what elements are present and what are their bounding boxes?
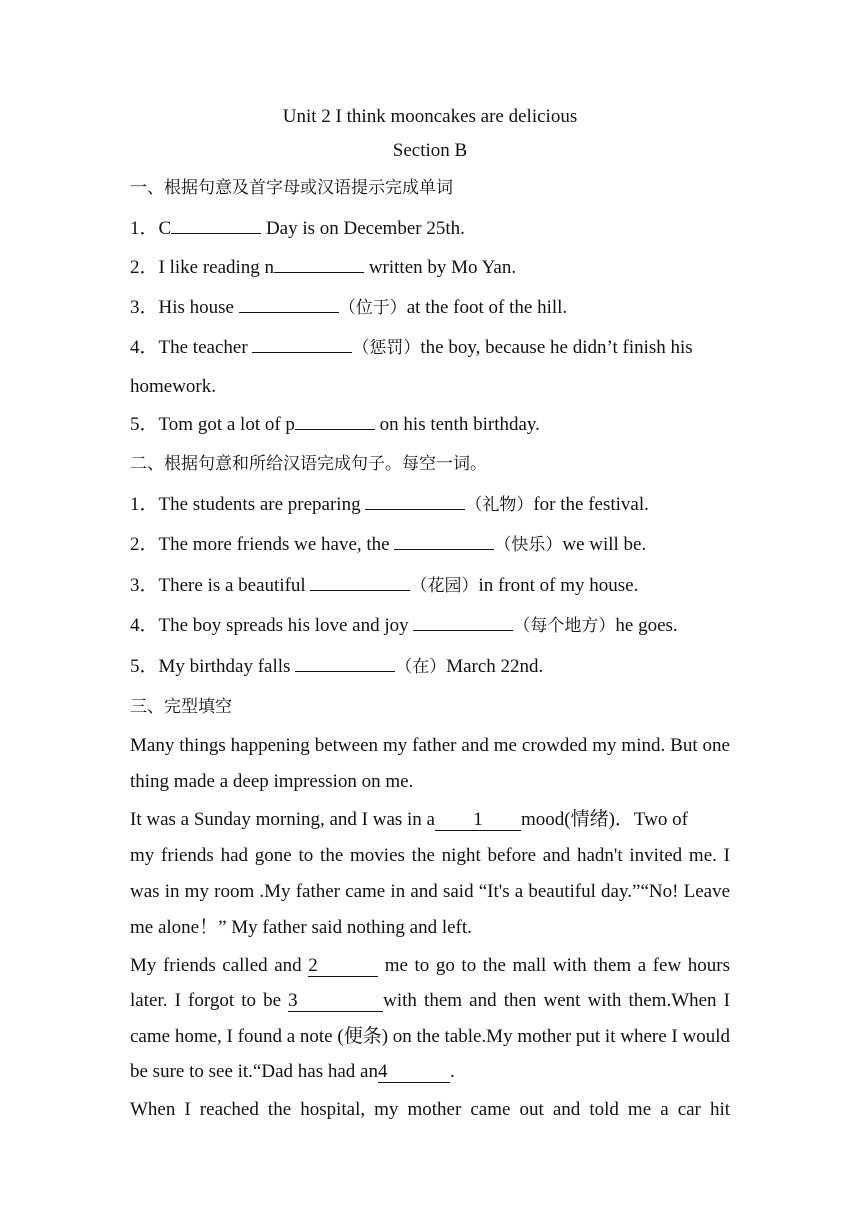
part3-heading-text: 三、完型填空 xyxy=(130,697,232,717)
answer-blank[interactable] xyxy=(239,296,339,313)
item-number: 5． xyxy=(130,655,159,677)
item-suffix: on his tenth birthday. xyxy=(374,413,540,435)
item-prefix: The teacher xyxy=(158,337,253,358)
chinese-hint: （在） xyxy=(395,656,447,677)
item-suffix: written by Mo Yan. xyxy=(364,257,517,278)
answer-blank[interactable] xyxy=(295,413,375,430)
item-prefix: I like reading n xyxy=(158,257,275,278)
chinese-hint: （惩罚） xyxy=(352,338,421,358)
chinese-hint: （礼物） xyxy=(465,494,534,515)
part1-item-1 xyxy=(130,209,730,249)
part2-heading-text: 二、根据句意和所给汉语完成句子。每空一词。 xyxy=(130,454,487,474)
part2-item-4 xyxy=(130,606,730,647)
item-number: 5． xyxy=(130,413,159,435)
chinese-hint: （位于） xyxy=(338,297,407,318)
chinese-hint: （快乐） xyxy=(494,535,563,555)
part2-item-5 xyxy=(130,647,730,688)
item-prefix: The more friends we have, the xyxy=(158,534,395,555)
answer-blank[interactable] xyxy=(310,574,410,591)
item-suffix: we will be. xyxy=(562,534,647,555)
item-number: 4． xyxy=(130,615,159,636)
chinese-hint: （每个地方） xyxy=(513,616,616,636)
item-prefix: His house xyxy=(158,296,239,318)
answer-blank[interactable] xyxy=(413,614,513,631)
item-prefix: Tom got a lot of p xyxy=(158,413,295,435)
answer-blank[interactable] xyxy=(171,217,261,234)
worksheet-subtitle: Section B xyxy=(392,140,468,161)
item-suffix: he goes. xyxy=(615,615,678,636)
answer-blank[interactable] xyxy=(252,336,352,353)
answer-blank[interactable] xyxy=(365,493,465,510)
part2-heading xyxy=(130,444,730,485)
paragraph-text: with them and then went with them.When I came home, I found a note (便条) on the table.My mother put it where I would be sure to see it.“Dad has had an xyxy=(130,990,731,1082)
worksheet-title: Unit 2 I think mooncakes are delicious xyxy=(282,106,578,127)
part1-heading-text: 一、根据句意及首字母或汉语提示完成单词 xyxy=(130,178,453,198)
paragraph-text: me to go to the mall with them a few hours later. I forgot to be xyxy=(130,954,730,1011)
item-prefix: The boy spreads his love and joy xyxy=(158,615,414,636)
paragraph-text: . xyxy=(449,1061,455,1082)
item-number: 1． xyxy=(130,493,159,515)
cloze-blank-4[interactable]: 4 xyxy=(378,1062,450,1083)
chinese-hint: （花园） xyxy=(410,575,479,596)
part1-item-4 xyxy=(130,328,730,369)
item-suffix: Day is on December 25th. xyxy=(261,217,465,239)
item-number: 3． xyxy=(130,574,159,596)
answer-blank[interactable] xyxy=(394,533,494,550)
item-prefix: The students are preparing xyxy=(158,493,366,515)
part3-heading xyxy=(130,687,730,728)
item-number: 1． xyxy=(130,217,159,239)
paragraph-text: It was a Sunday morning, and I was in a xyxy=(130,808,435,830)
answer-blank[interactable] xyxy=(295,655,395,672)
paragraph-text: mood(情绪)．Two of xyxy=(521,808,689,830)
part2-item-1 xyxy=(130,485,730,526)
part1-item-5 xyxy=(130,405,730,445)
worksheet-page xyxy=(130,100,730,1128)
part1-item-4-continued: homework. xyxy=(130,375,217,397)
part1-item-3 xyxy=(130,288,730,329)
cloze-blank-2[interactable]: 2 xyxy=(308,956,378,977)
cloze-blank-3[interactable]: 3 xyxy=(288,991,383,1012)
item-number: 4． xyxy=(130,337,159,358)
item-prefix: My birthday falls xyxy=(158,655,296,677)
answer-blank[interactable] xyxy=(274,256,364,273)
item-suffix: at the foot of the hill. xyxy=(406,296,568,318)
item-number: 2． xyxy=(130,257,159,278)
cloze-paragraph-4: When I reached the hospital, my mother came out and told me a car hit xyxy=(130,1098,730,1120)
item-suffix: the boy, because he didn’t finish his xyxy=(420,337,693,358)
part1-heading xyxy=(130,168,730,209)
part2-item-2 xyxy=(130,525,730,566)
cloze-blank-1[interactable]: 1 xyxy=(435,810,521,831)
item-suffix: for the festival. xyxy=(533,493,649,515)
item-suffix: March 22nd. xyxy=(446,655,544,677)
cloze-paragraph-3 xyxy=(130,948,730,1090)
item-prefix: There is a beautiful xyxy=(158,574,311,596)
part1-item-2 xyxy=(130,248,730,288)
cloze-paragraph-2-line-1 xyxy=(130,802,730,838)
paragraph-text: My friends called and xyxy=(130,954,309,976)
item-suffix: in front of my house. xyxy=(478,574,639,596)
item-number: 3． xyxy=(130,296,159,318)
part2-item-3 xyxy=(130,566,730,607)
cloze-paragraph-2-rest: my friends had gone to the movies the night before and hadn't invited me. I was in my room .My father came in and said “It's a beautiful day.”“No! Leave me alone！” My father said nothing and left. xyxy=(130,844,730,938)
item-prefix: C xyxy=(158,217,172,239)
cloze-paragraph-1: Many things happening between my father and me crowded my mind. But one thing made a deep impression on me. xyxy=(130,734,730,792)
item-number: 2． xyxy=(130,534,159,555)
